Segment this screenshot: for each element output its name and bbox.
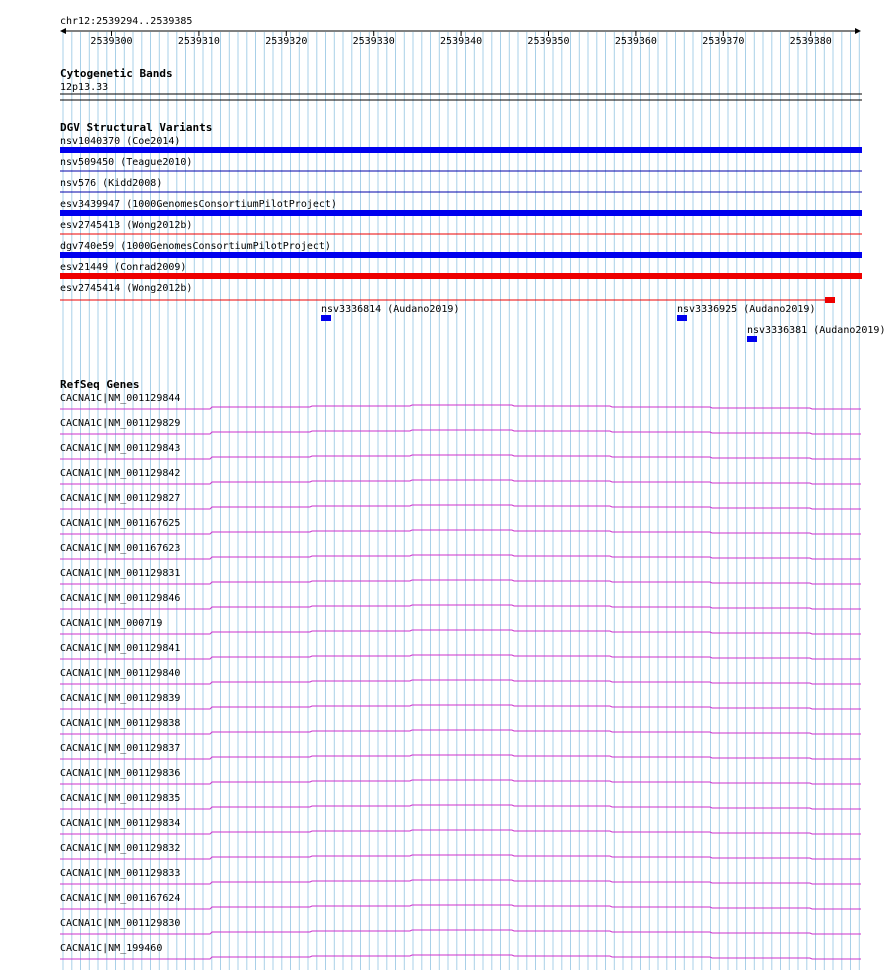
dgv-feature-label[interactable]: dgv740e59 (1000GenomesConsortiumPilotProject): [60, 241, 331, 252]
ruler-ticks: [90, 31, 831, 47]
refseq-transcript-line[interactable]: [60, 405, 861, 409]
refseq-transcript-label[interactable]: CACNA1C|NM_001129831: [60, 568, 181, 579]
refseq-transcript-label[interactable]: CACNA1C|NM_001129842: [60, 468, 181, 479]
ruler-tick-label: 2539300: [90, 36, 133, 47]
dgv-feature-label[interactable]: esv3439947 (1000GenomesConsortiumPilotProject): [60, 199, 337, 210]
refseq-transcript-label[interactable]: CACNA1C|NM_001129843: [60, 443, 181, 454]
refseq-transcript-line[interactable]: [60, 480, 861, 484]
refseq-transcript-label[interactable]: CACNA1C|NM_199460: [60, 943, 163, 954]
refseq-transcript-label[interactable]: CACNA1C|NM_001129836: [60, 768, 181, 779]
ruler-tick-label: 2539340: [440, 36, 483, 47]
dgv-small-feature-label[interactable]: nsv3336381 (Audano2019): [747, 325, 886, 336]
dgv-small-feature-block[interactable]: [747, 336, 757, 342]
dgv-track-title: DGV Structural Variants: [60, 121, 213, 134]
refseq-transcript-label[interactable]: CACNA1C|NM_001167624: [60, 893, 181, 904]
refseq-track-title: RefSeq Genes: [60, 378, 140, 391]
background-grid: [63, 32, 859, 970]
refseq-transcript-label[interactable]: CACNA1C|NM_001129834: [60, 818, 181, 829]
dgv-feature-label[interactable]: esv2745414 (Wong2012b): [60, 283, 193, 294]
dgv-feature-label[interactable]: esv2745413 (Wong2012b): [60, 220, 193, 231]
refseq-transcript-line[interactable]: [60, 805, 861, 809]
cytoband-track-title: Cytogenetic Bands: [60, 67, 173, 80]
dgv-feature-label[interactable]: nsv576 (Kidd2008): [60, 178, 163, 189]
refseq-transcript-line[interactable]: [60, 955, 861, 959]
refseq-transcript-line[interactable]: [60, 580, 861, 584]
cytoband-track[interactable]: [60, 67, 862, 100]
dgv-small-feature-block[interactable]: [321, 315, 331, 321]
refseq-transcript-line[interactable]: [60, 705, 861, 709]
ruler-tick-label: 2539330: [352, 36, 395, 47]
refseq-transcript-line[interactable]: [60, 905, 861, 909]
refseq-transcript-label[interactable]: CACNA1C|NM_001167625: [60, 518, 181, 529]
refseq-transcript-label[interactable]: CACNA1C|NM_001129835: [60, 793, 181, 804]
ruler-tick-label: 2539320: [265, 36, 308, 47]
refseq-transcript-line[interactable]: [60, 605, 861, 609]
dgv-small-feature-label[interactable]: nsv3336925 (Audano2019): [677, 304, 816, 315]
region-label: chr12:2539294..2539385: [60, 16, 193, 27]
refseq-transcript-label[interactable]: CACNA1C|NM_001129841: [60, 643, 181, 654]
refseq-transcript-line[interactable]: [60, 830, 861, 834]
refseq-transcript-line[interactable]: [60, 880, 861, 884]
ruler-tick-label: 2539360: [614, 36, 657, 47]
refseq-transcript-label[interactable]: CACNA1C|NM_001129846: [60, 593, 181, 604]
refseq-transcript-label[interactable]: CACNA1C|NM_001129838: [60, 718, 181, 729]
dgv-small-feature-label[interactable]: nsv3336814 (Audano2019): [321, 304, 460, 315]
ruler-tick-label: 2539380: [789, 36, 832, 47]
dgv-features: [60, 136, 885, 342]
ruler-tick-label: 2539310: [177, 36, 220, 47]
refseq-transcript-line[interactable]: [60, 930, 861, 934]
refseq-transcript-line[interactable]: [60, 655, 861, 659]
refseq-transcript-line[interactable]: [60, 730, 861, 734]
refseq-features: [60, 393, 861, 959]
refseq-transcript-label[interactable]: CACNA1C|NM_001129844: [60, 393, 181, 404]
dgv-feature-bar[interactable]: [60, 147, 862, 153]
refseq-track[interactable]: [60, 378, 861, 959]
refseq-transcript-label[interactable]: CACNA1C|NM_001129833: [60, 868, 181, 879]
refseq-transcript-line[interactable]: [60, 430, 861, 434]
refseq-transcript-label[interactable]: CACNA1C|NM_001129830: [60, 918, 181, 929]
refseq-transcript-line[interactable]: [60, 680, 861, 684]
coordinate-ruler[interactable]: [60, 16, 861, 47]
dgv-feature-bar[interactable]: [60, 273, 862, 279]
dgv-feature-block[interactable]: [825, 297, 835, 303]
refseq-transcript-line[interactable]: [60, 780, 861, 784]
refseq-transcript-label[interactable]: CACNA1C|NM_001129839: [60, 693, 181, 704]
refseq-transcript-label[interactable]: CACNA1C|NM_001129827: [60, 493, 181, 504]
refseq-transcript-label[interactable]: CACNA1C|NM_001129832: [60, 843, 181, 854]
refseq-transcript-label[interactable]: CACNA1C|NM_001129829: [60, 418, 181, 429]
dgv-track[interactable]: [60, 121, 885, 342]
refseq-transcript-label[interactable]: CACNA1C|NM_000719: [60, 618, 163, 629]
dgv-feature-label[interactable]: esv21449 (Conrad2009): [60, 262, 187, 273]
cytoband-label: 12p13.33: [60, 82, 109, 93]
refseq-transcript-line[interactable]: [60, 855, 861, 859]
dgv-feature-bar[interactable]: [60, 210, 862, 216]
refseq-transcript-line[interactable]: [60, 530, 861, 534]
dgv-small-feature-block[interactable]: [677, 315, 687, 321]
refseq-transcript-label[interactable]: CACNA1C|NM_001129840: [60, 668, 181, 679]
dgv-feature-label[interactable]: nsv509450 (Teague2010): [60, 157, 193, 168]
refseq-transcript-line[interactable]: [60, 555, 861, 559]
dgv-feature-bar[interactable]: [60, 252, 862, 258]
refseq-transcript-line[interactable]: [60, 755, 861, 759]
ruler-tick-label: 2539350: [527, 36, 570, 47]
refseq-transcript-label[interactable]: CACNA1C|NM_001167623: [60, 543, 181, 554]
ruler-right-arrow: [855, 28, 861, 34]
refseq-transcript-line[interactable]: [60, 630, 861, 634]
refseq-transcript-line[interactable]: [60, 455, 861, 459]
refseq-transcript-line[interactable]: [60, 505, 861, 509]
ruler-tick-label: 2539370: [702, 36, 745, 47]
dgv-feature-label[interactable]: nsv1040370 (Coe2014): [60, 136, 181, 147]
refseq-transcript-label[interactable]: CACNA1C|NM_001129837: [60, 743, 181, 754]
